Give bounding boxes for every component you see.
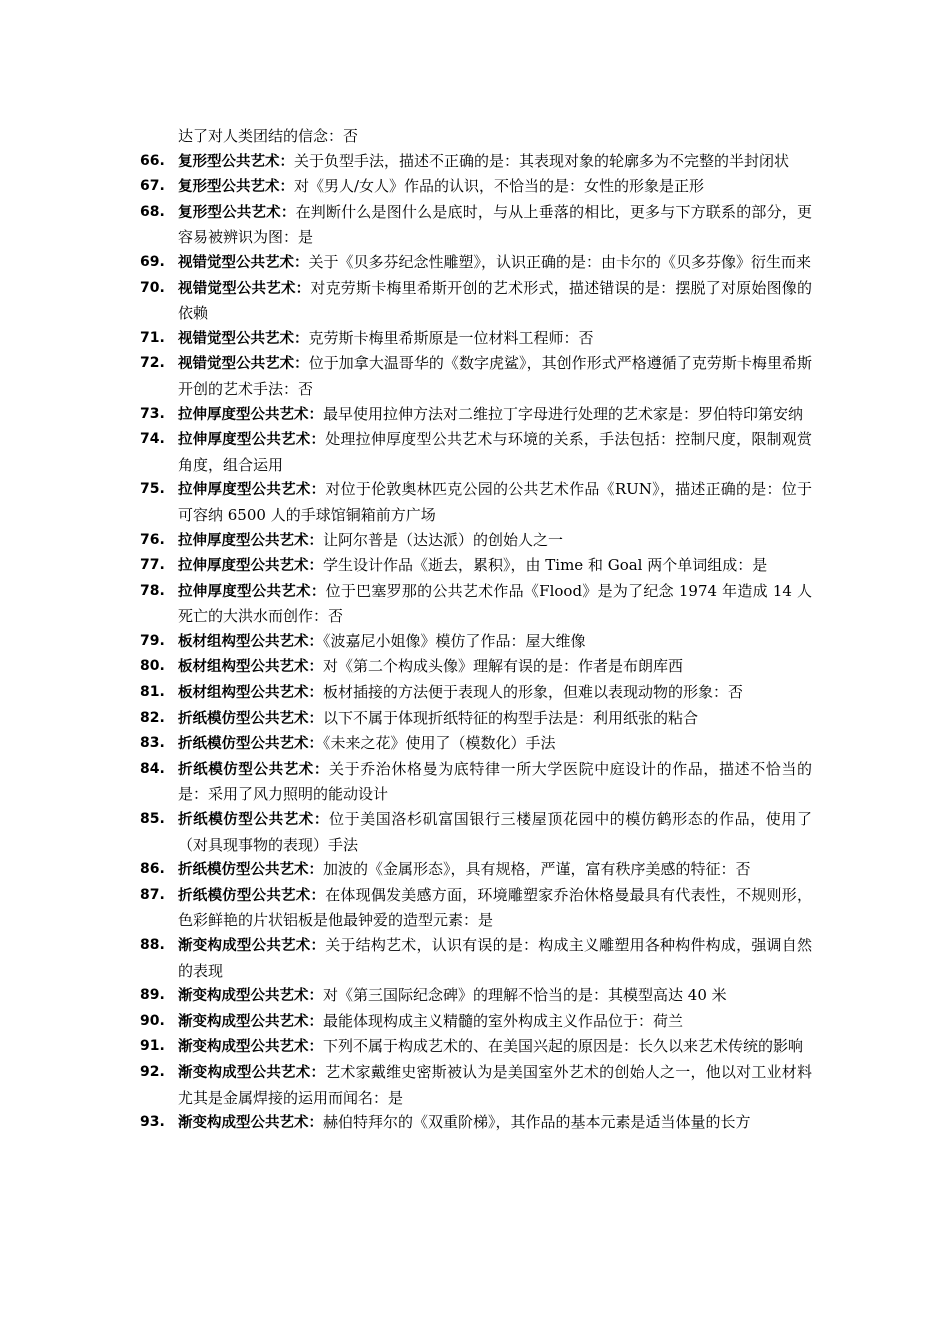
item-number: 91.: [140, 1038, 165, 1055]
item-body: [178, 1034, 812, 1060]
list-item: [140, 757, 812, 807]
item-category: 板材组构型公共艺术：: [178, 685, 323, 702]
item-text: 板材插接的方法便于表现人的形象，但难以表现动物的形象：否: [323, 683, 744, 702]
item-body: [178, 731, 812, 757]
item-text: 处理拉伸厚度型公共艺术与环境的关系，手法包括：控制尺度，限制观赏角度，组合运用: [178, 430, 812, 474]
item-number: 79.: [140, 632, 165, 649]
item-text: 位于美国洛杉矶富国银行三楼屋顶花园中的模仿鹤形态的作品，使用了（对具现事物的表现）手法: [178, 810, 812, 854]
list-item: [140, 857, 812, 883]
item-category: 视错觉型公共艺术：: [178, 356, 309, 373]
item-text: 在体现偶发美感方面，环境雕塑家乔治休格曼最具有代表性，不规则形，色彩鲜艳的片状铝板是他最钟爱的造型元素：是: [178, 885, 812, 930]
list-item: [140, 1060, 812, 1110]
item-number: 66.: [140, 152, 165, 169]
list-item: [140, 174, 812, 200]
list-item: [140, 477, 812, 527]
item-category: 渐变构成型公共艺术：: [178, 988, 323, 1005]
item-number: 82.: [140, 709, 165, 726]
item-category: 复形型公共艺术：: [178, 153, 294, 170]
list-item: [140, 629, 812, 655]
item-category: 渐变构成型公共艺术：: [178, 1064, 326, 1081]
item-text: 克劳斯卡梅里希斯原是一位材料工程师：否: [308, 328, 594, 347]
list-item: [140, 1034, 812, 1060]
item-body: [178, 706, 812, 732]
list-item: [140, 250, 812, 276]
item-number: 87.: [140, 886, 165, 903]
item-number: 86.: [140, 861, 165, 878]
item-category: 板材组构型公共艺术：: [178, 659, 323, 676]
item-number: 84.: [140, 760, 165, 777]
item-category: 折纸模仿型公共艺术：: [178, 812, 329, 829]
item-body: [178, 579, 812, 629]
items-container: [140, 149, 812, 1136]
item-text: 对《第二个构成头像》理解有误的是：作者是布朗库西: [323, 657, 684, 676]
item-body: [178, 883, 812, 933]
item-number: 75.: [140, 481, 165, 498]
item-body: [178, 757, 812, 807]
item-category: 拉伸厚度型公共艺术：: [178, 432, 326, 449]
item-text: 让阿尔普是（达达派）的创始人之一: [323, 530, 564, 549]
list-item: [140, 553, 812, 579]
item-text: 位于巴塞罗那的公共艺术作品《Flood》是为了纪念 1974 年造成 14 人死亡的大洪水而创作：否: [178, 581, 812, 626]
item-category: 渐变构成型公共艺术：: [178, 1039, 323, 1056]
item-body: [178, 1009, 812, 1035]
item-number: 81.: [140, 684, 165, 701]
item-number: 77.: [140, 557, 165, 574]
item-number: 74.: [140, 431, 165, 448]
item-body: [178, 654, 812, 680]
item-text: 关于负型手法，描述不正确的是：其表现对象的轮廓多为不完整的半封闭状: [294, 151, 790, 170]
item-number: 73.: [140, 405, 165, 422]
item-category: 拉伸厚度型公共艺术：: [178, 406, 323, 423]
item-category: 拉伸厚度型公共艺术：: [178, 558, 323, 575]
item-text: 关于《贝多芬纪念性雕塑》，认识正确的是：由卡尔的《贝多芬像》衍生而来: [308, 252, 812, 271]
list-item: [140, 706, 812, 732]
list-item: [140, 276, 812, 326]
list-item: [140, 654, 812, 680]
item-category: 复形型公共艺术：: [178, 179, 294, 196]
item-text: 艺术家戴维史密斯被认为是美国室外艺术的创始人之一，他以对工业材料尤其是金属焊接的运用而闻名：是: [178, 1062, 812, 1107]
item-text: 下列不属于构成艺术的、在美国兴起的原因是：长久以来艺术传统的影响: [323, 1037, 804, 1056]
item-category: 折纸模仿型公共艺术：: [178, 887, 326, 904]
item-number: 88.: [140, 937, 165, 953]
item-body: [178, 680, 812, 706]
list-item: [140, 351, 812, 401]
item-body: [178, 857, 812, 883]
item-body: [178, 200, 812, 250]
item-text: 加波的《金属形态》，具有规格，严谨，富有秩序美感的特征：否: [323, 860, 751, 879]
item-text: 位于加拿大温哥华的《数字虎鲨》，其创作形式严格遵循了克劳斯卡梅里希斯开创的艺术手法：否: [178, 354, 812, 398]
list-item: [140, 200, 812, 250]
item-body: [178, 528, 812, 554]
item-number: 92.: [140, 1063, 165, 1080]
item-category: 渐变构成型公共艺术：: [178, 1115, 323, 1132]
item-number: 76.: [140, 531, 165, 548]
item-number: 90.: [140, 1012, 165, 1029]
item-category: 渐变构成型公共艺术：: [178, 938, 326, 954]
item-body: [178, 250, 812, 276]
item-number: 71.: [140, 329, 165, 346]
item-category: 渐变构成型公共艺术：: [178, 1013, 323, 1030]
item-category: 复形型公共艺术：: [178, 204, 296, 221]
item-text: 最早使用拉伸方法对二维拉丁字母进行处理的艺术家是：罗伯特印第安纳: [323, 404, 804, 423]
item-text: 对《男人/女人》作品的认识，不恰当的是：女性的形象是正形: [294, 177, 705, 196]
item-category: 视错觉型公共艺术：: [178, 280, 311, 297]
item-category: 视错觉型公共艺术：: [178, 254, 309, 271]
item-number: 67.: [140, 178, 165, 195]
item-category: 拉伸厚度型公共艺术：: [178, 583, 326, 600]
item-body: [178, 402, 812, 428]
list-item: [140, 427, 812, 477]
continuation-line: 达了对人类团结的信念：否: [178, 127, 359, 145]
item-text: 《波嘉尼小姐像》模仿了作品：屋大维像: [323, 631, 586, 650]
question-list: [140, 124, 812, 1136]
item-body: [178, 477, 812, 527]
item-text: 以下不属于体现折纸特征的构型手法是：利用纸张的粘合: [323, 708, 699, 727]
item-text: 《未来之花》使用了（模数化）手法: [323, 734, 556, 753]
list-item: [140, 731, 812, 757]
item-text: 关于乔治休格曼为底特律一所大学医院中庭设计的作品，描述不恰当的是：采用了风力照明的能动设计: [178, 759, 812, 804]
item-category: 拉伸厚度型公共艺术：: [178, 482, 326, 499]
item-text: 关于结构艺术，认识有误的是：构成主义雕塑用各种构件构成，强调自然的表现: [178, 936, 812, 980]
item-category: 拉伸厚度型公共艺术：: [178, 532, 323, 549]
list-item: [140, 579, 812, 629]
list-item: [140, 149, 812, 175]
list-item: [140, 402, 812, 428]
item-body: [178, 351, 812, 401]
item-text: 学生设计作品《逝去，累积》，由 Time 和 Goal 两个单词组成：是: [323, 556, 768, 575]
item-body: [178, 149, 812, 175]
item-text: 对克劳斯卡梅里希斯开创的艺术形式，描述错误的是：摆脱了对原始图像的依赖: [178, 278, 813, 323]
item-text: 最能体现构成主义精髓的室外构成主义作品位于：荷兰: [323, 1011, 684, 1030]
item-body: [178, 276, 812, 326]
list-item: [140, 680, 812, 706]
list-item: [140, 1009, 812, 1035]
item-number: 68.: [140, 203, 165, 220]
item-body: [178, 326, 812, 352]
item-number: 93.: [140, 1114, 165, 1131]
item-category: 折纸模仿型公共艺术：: [178, 736, 323, 753]
item-category: 视错觉型公共艺术：: [178, 330, 309, 347]
list-item: [140, 326, 812, 352]
list-item: [140, 1110, 812, 1136]
item-text: 对《第三国际纪念碑》的理解不恰当的是：其模型高达 40 米: [323, 986, 727, 1005]
item-body: [178, 427, 812, 477]
item-number: 85.: [140, 811, 165, 828]
item-category: 板材组构型公共艺术：: [178, 633, 323, 650]
item-body: [178, 1110, 812, 1136]
item-category: 折纸模仿型公共艺术：: [178, 862, 323, 879]
item-body: [178, 174, 812, 200]
item-number: 69.: [140, 253, 165, 270]
item-number: 80.: [140, 658, 165, 675]
item-body: [178, 983, 812, 1009]
item-category: 折纸模仿型公共艺术：: [178, 710, 323, 727]
item-body: [178, 629, 812, 655]
list-item: [140, 807, 812, 857]
list-item: [140, 883, 812, 933]
item-text: 对位于伦敦奥林匹克公园的公共艺术作品《RUN》，描述正确的是：位于可容纳 6500 人的手球馆铜箱前方广场: [178, 480, 812, 524]
item-text: 赫伯特拜尔的《双重阶梯》，其作品的基本元素是适当体量的长方: [323, 1113, 751, 1132]
list-item: [140, 983, 812, 1009]
item-number: 72.: [140, 355, 165, 372]
item-body: [178, 807, 812, 857]
item-body: [178, 933, 812, 983]
item-text: 在判断什么是图什么是底时，与从上垂落的相比，更多与下方联系的部分，更容易被辨识为图：是: [178, 202, 812, 247]
item-number: 70.: [140, 279, 165, 296]
item-category: 折纸模仿型公共艺术：: [178, 761, 329, 778]
list-item: [140, 528, 812, 554]
item-body: [178, 553, 812, 579]
item-body: [178, 1060, 812, 1110]
item-number: 89.: [140, 987, 165, 1004]
item-number: 78.: [140, 582, 165, 599]
item-number: 83.: [140, 735, 165, 752]
list-item: [140, 933, 812, 983]
